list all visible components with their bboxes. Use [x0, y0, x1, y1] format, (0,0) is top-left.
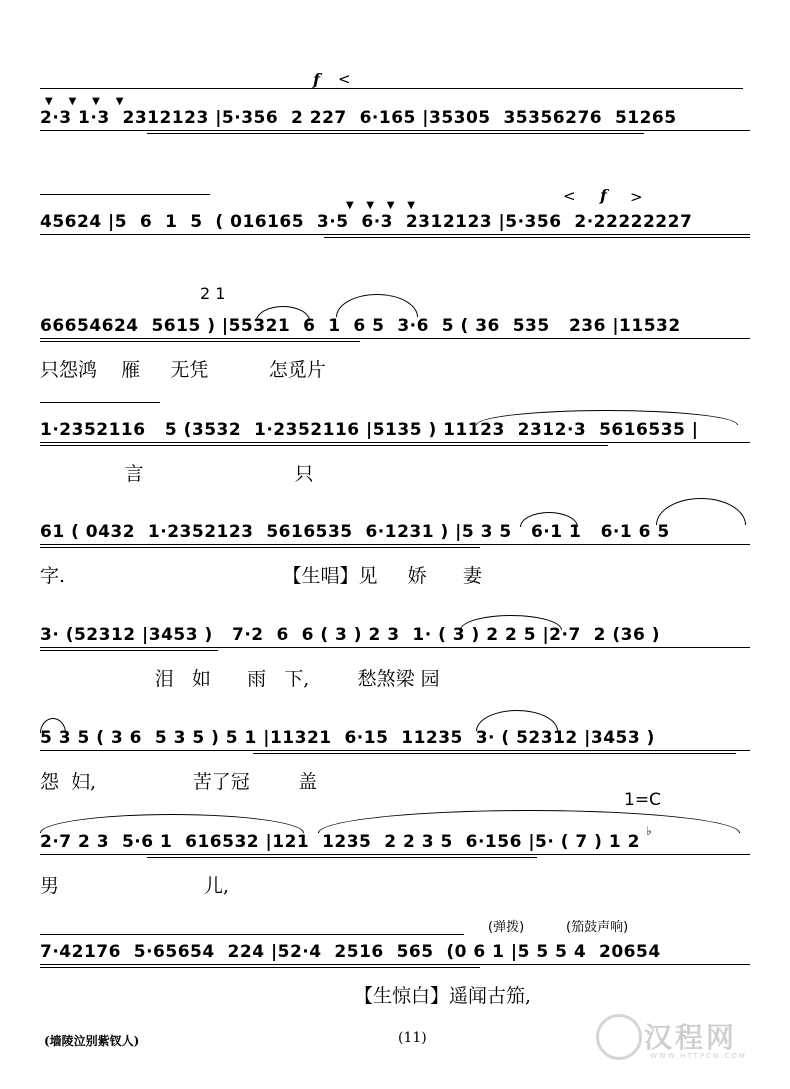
forte-mark-2: f [600, 186, 607, 205]
pluck-annotation: (弹拨) [488, 920, 525, 935]
notation-line-3: 66654624 5615 ) |55321 6 1 6 5 3·6 5 ( 36 535 236 |11532 [40, 316, 681, 336]
notation-line-1: 2·3 1·3 2312123 |5·356 2 227 6·165 |35305 35356276 51265 [40, 108, 677, 128]
drum-annotation: (笳鼓声响) [566, 920, 629, 935]
watermark [596, 1008, 776, 1068]
lyrics-line-8: 男 儿, [40, 875, 229, 897]
watermark-url: WWW.HTTPCN.COM [650, 1052, 747, 1060]
watermark-logo-icon [596, 1014, 642, 1060]
notation-line-7: 5 3 5 ( 3 6 5 3 5 ) 5 1 |11321 6·15 11235 3· ( 52312 |3453 ) [40, 728, 655, 748]
grace-note-label: 2 1 [200, 284, 226, 303]
key-signature: 1=C [624, 790, 661, 810]
flat-sign: ♭ [646, 824, 652, 838]
accent-mark-1: > [630, 188, 643, 206]
lyrics-line-7: 怨 妇, 苦了冠 盖 [40, 771, 318, 793]
watermark-name: 汉程网 [644, 1021, 738, 1054]
notation-line-6: 3· (52312 |3453 ) 7·2 6 6 ( 3 ) 2 3 1· ( 3 ) 2 2 5 |2·7 2 (36 ) [40, 625, 660, 645]
notation-line-8: 2·7 2 3 5·6 1 616532 |121 1235 2 2 3 5 6·156 |5· ( 7 ) 1 2 [40, 832, 640, 852]
lyrics-line-5: 字. 【生唱】见 娇 妻 [40, 565, 482, 587]
accent-triangles-1: ▼ ▼ ▼ ▼ [45, 96, 124, 107]
accent-triangles-2: ▼ ▼ ▼ ▼ [346, 200, 415, 211]
lyrics-line-4: 言 只 [40, 463, 314, 485]
footer-title: (墙陵泣别紫钗人) [44, 1034, 140, 1048]
notation-line-9: 7·42176 5·65654 224 |52·4 2516 565 (0 6 1 |5 5 5 4 20654 [40, 942, 661, 962]
lyrics-line-6: 泪 如 雨 下, 愁煞梁 园 [40, 668, 440, 690]
notation-line-4: 1·2352116 5 (3532 1·2352116 |5135 ) 11123 2312·3 5616535 | [40, 420, 699, 440]
notation-line-2: 45624 |5 6 1 5 ( 016165 3·5 6·3 2312123 |5·356 2·22222227 [40, 212, 693, 232]
forte-mark-1: f [313, 70, 320, 89]
crescendo-2: < [563, 187, 576, 205]
page-number: (11) [398, 1030, 427, 1046]
lyrics-line-9: 【生惊白】遥闻古笳, [40, 985, 532, 1007]
notation-line-5: 61 ( 0432 1·2352123 5616535 6·1231 ) |5 3 5 6·1 1 6·1 6 5 [40, 522, 670, 542]
crescendo-1: < [338, 70, 351, 88]
lyrics-line-3: 只怨鸿 雁 无凭 怎觅片 [40, 359, 326, 381]
